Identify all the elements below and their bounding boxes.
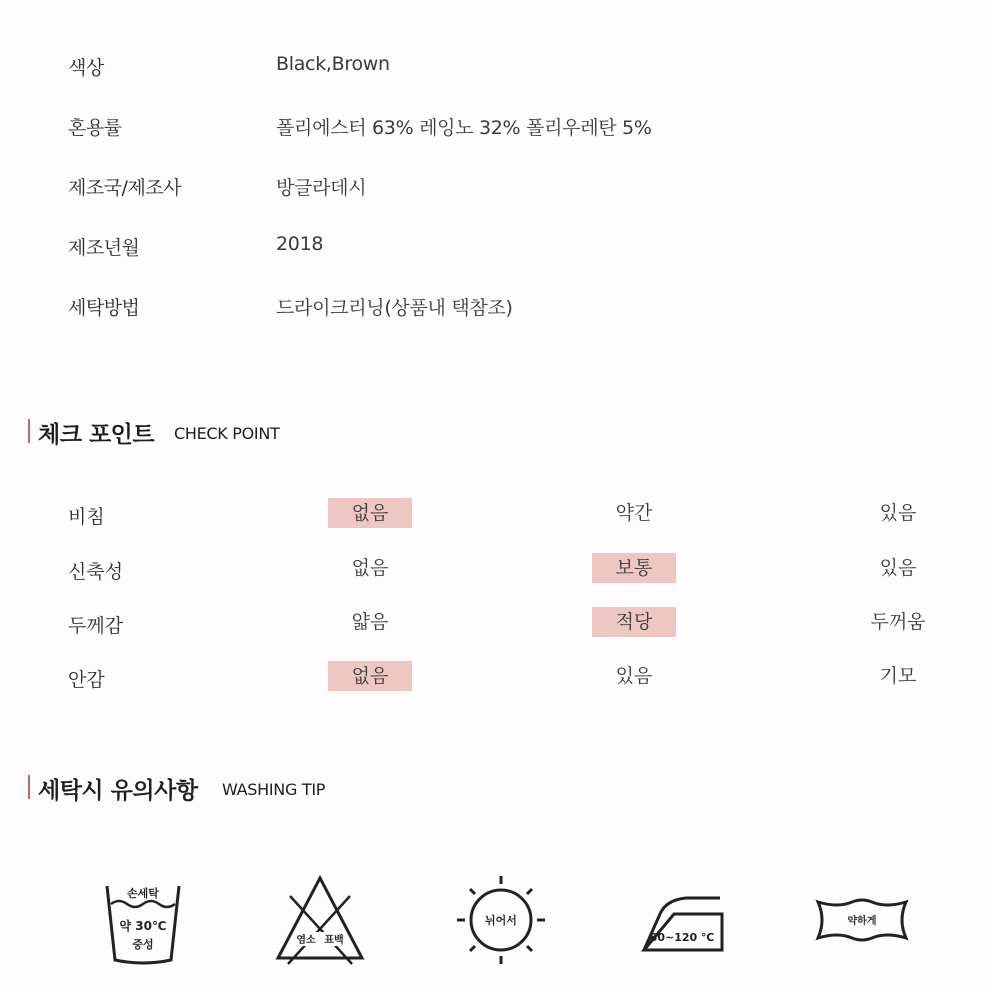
info-row-manufacturer bbox=[0, 173, 992, 203]
section-accent-bar bbox=[28, 775, 30, 799]
gentle-wring-icon bbox=[812, 872, 912, 972]
check-option: 기모 bbox=[879, 665, 917, 687]
hand-wash-text-3: 중성 bbox=[132, 938, 154, 951]
section-accent-bar bbox=[28, 419, 30, 443]
section-title-en: CHECK POINT bbox=[174, 424, 280, 443]
check-option: 있음 bbox=[879, 557, 917, 579]
info-row-washing bbox=[0, 293, 992, 323]
check-label: 두께감 bbox=[68, 615, 124, 637]
info-value: Black,Brown bbox=[276, 53, 390, 75]
check-option: 얇음 bbox=[351, 611, 389, 633]
section-title-ko: 체크 포인트 bbox=[38, 422, 155, 448]
iron-svg bbox=[636, 872, 736, 972]
check-option: 없음 bbox=[351, 557, 389, 579]
shade-dry-icon bbox=[451, 872, 551, 972]
info-row-composition bbox=[0, 113, 992, 143]
check-row bbox=[0, 661, 992, 693]
info-label: 혼용률 bbox=[68, 117, 122, 139]
no-bleach-text-2: 표백 bbox=[324, 935, 344, 946]
check-row bbox=[0, 553, 992, 585]
check-label: 신축성 bbox=[68, 561, 124, 583]
hand-wash-text-2: 약 30℃ bbox=[119, 919, 167, 933]
iron-text: 80~120 ℃ bbox=[649, 931, 715, 944]
hand-wash-svg bbox=[93, 872, 193, 972]
shade-dry-svg bbox=[451, 872, 551, 972]
no-bleach-icon bbox=[270, 872, 370, 972]
info-label: 색상 bbox=[68, 57, 104, 79]
iron-icon bbox=[636, 872, 736, 972]
check-option: 없음 bbox=[328, 498, 412, 528]
check-label: 안감 bbox=[68, 669, 105, 691]
section-title-en: WASHING TIP bbox=[222, 780, 326, 799]
no-bleach-text-1: 염소 bbox=[296, 935, 316, 946]
gentle-wring-text: 약하게 bbox=[847, 916, 877, 927]
check-row bbox=[0, 498, 992, 530]
info-label: 세탁방법 bbox=[68, 297, 140, 319]
gentle-wring-svg bbox=[812, 872, 912, 972]
check-label: 비침 bbox=[68, 506, 105, 528]
check-option: 없음 bbox=[328, 661, 412, 691]
info-value: 방글라데시 bbox=[276, 177, 367, 199]
check-option: 두꺼움 bbox=[870, 611, 926, 633]
check-option: 약간 bbox=[615, 502, 653, 524]
hand-wash-text-1: 손세탁 bbox=[127, 887, 159, 900]
check-option: 있음 bbox=[879, 502, 917, 524]
info-row-date bbox=[0, 233, 992, 263]
info-label: 제조국/제조사 bbox=[68, 177, 182, 199]
hand-wash-icon bbox=[93, 872, 193, 972]
no-bleach-svg bbox=[270, 872, 370, 972]
check-option: 보통 bbox=[592, 553, 676, 583]
check-row bbox=[0, 607, 992, 639]
info-value: 2018 bbox=[276, 233, 324, 255]
section-title-ko: 세탁시 유의사항 bbox=[38, 778, 198, 804]
info-value: 폴리에스터 63% 레잉노 32% 폴리우레탄 5% bbox=[276, 117, 652, 139]
info-label: 제조년월 bbox=[68, 237, 140, 259]
check-option: 있음 bbox=[615, 665, 653, 687]
shade-dry-text: 뉘어서 bbox=[485, 914, 517, 927]
info-value: 드라이크리닝(상품내 택참조) bbox=[276, 297, 513, 319]
check-option: 적당 bbox=[592, 607, 676, 637]
info-row-color bbox=[0, 53, 992, 83]
